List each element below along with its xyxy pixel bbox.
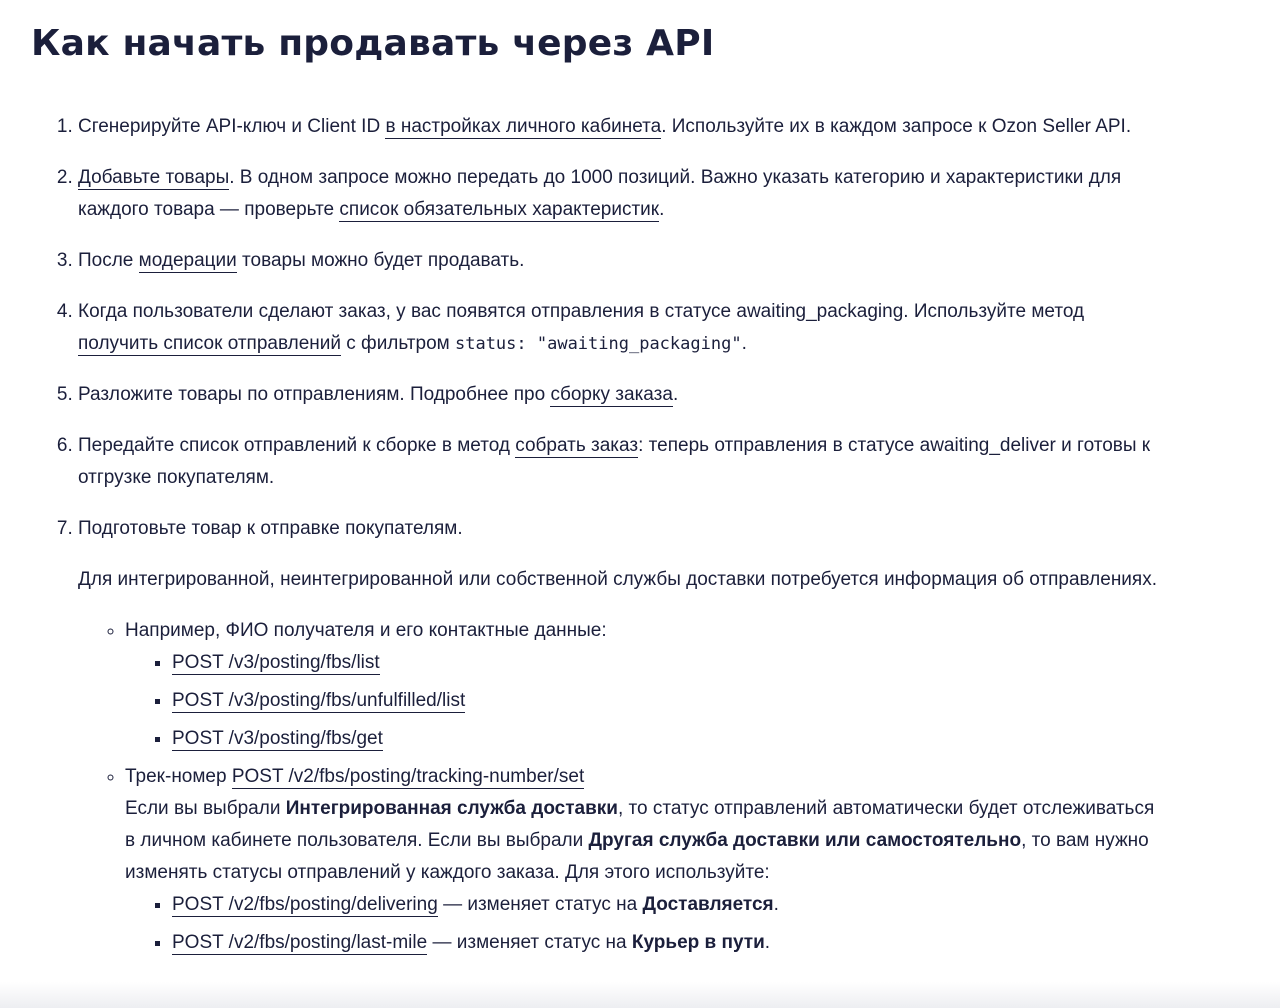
bottom-fade xyxy=(0,982,1280,1008)
status-endpoint-list xyxy=(125,889,1168,959)
step-7 xyxy=(78,513,1168,959)
step-text: . В одном запросе можно передать до 1000 позиций. Важно указать категорию и характеристики для каждого товара — проверьте xyxy=(78,167,1122,220)
endpoint-list xyxy=(125,647,1168,755)
endpoint-link[interactable]: POST /v3/posting/fbs/list xyxy=(172,652,380,673)
list-item xyxy=(172,927,1168,959)
status-filter-code: status: "awaiting_packaging" xyxy=(454,334,742,354)
step-3 xyxy=(78,245,1168,277)
account-settings-link[interactable]: в настройках личного кабинета xyxy=(385,116,662,137)
list-item xyxy=(172,647,1168,679)
delivery-info-paragraph: Для интегрированной, неинтегрированной или собственной службы доставки потребуется информация об отправлениях. xyxy=(78,569,1157,590)
ship-order-link[interactable]: собрать заказ xyxy=(515,435,639,456)
endpoint-link[interactable]: POST /v2/fbs/posting/delivering xyxy=(172,894,438,915)
step-4 xyxy=(78,296,1168,360)
bold-text: Курьер в пути xyxy=(631,932,765,953)
step-text: . Используйте их в каждом запросе к Ozon Seller API. xyxy=(661,116,1132,137)
add-products-link[interactable]: Добавьте товары xyxy=(78,167,230,188)
moderation-link[interactable]: модерации xyxy=(138,250,237,271)
step-text: Разложите товары по отправлениям. Подробнее про xyxy=(78,384,551,405)
endpoint-link[interactable]: POST /v3/posting/fbs/unfulfilled/list xyxy=(172,690,466,711)
list-item xyxy=(172,889,1168,921)
list-item-text: Например, ФИО получателя и его контактные данные: xyxy=(125,620,607,641)
step-text: Подготовьте товар к отправке покупателям. xyxy=(78,518,463,539)
step-2 xyxy=(78,162,1168,226)
endpoint-link[interactable]: POST /v3/posting/fbs/get xyxy=(172,728,383,749)
step-1 xyxy=(78,111,1168,143)
list-item xyxy=(125,615,1168,755)
endpoint-link[interactable]: POST /v2/fbs/posting/last-mile xyxy=(172,932,428,953)
list-item xyxy=(172,723,1168,755)
steps-list xyxy=(78,111,1168,978)
list-item-text: , то статус отправлений автоматически будет отслеживаться в личном кабинете пользователя. Если вы выбрали xyxy=(125,798,1155,851)
step-text: . xyxy=(659,199,665,220)
step-5 xyxy=(78,379,1168,411)
step-text: : теперь отправления в статусе awaiting_deliver и готовы к отгрузке покупателям. xyxy=(78,435,1151,488)
page-title: Как начать продавать через API xyxy=(31,23,715,64)
step-text: . xyxy=(741,333,747,354)
bold-text: Другая служба доставки или самостоятельно xyxy=(588,830,1022,851)
step-text: Сгенерируйте API-ключ и Client ID xyxy=(78,116,386,137)
endpoint-link[interactable]: POST /v2/fbs/posting/tracking-number/set xyxy=(231,766,585,787)
bold-text: Доставляется xyxy=(642,894,774,915)
required-attributes-link[interactable]: список обязательных характеристик xyxy=(339,199,660,220)
step-text: Когда пользователи сделают заказ, у вас появятся отправления в статусе awaiting_packaging. Используйте метод xyxy=(78,301,1085,322)
step-text: Передайте список отправлений к сборке в метод xyxy=(78,435,516,456)
list-item-text: Если вы выбрали xyxy=(125,798,286,819)
list-item-text: — изменяет статус на xyxy=(427,932,632,953)
step-6 xyxy=(78,430,1168,494)
step-text: После xyxy=(78,250,139,271)
list-item xyxy=(172,685,1168,717)
order-assembly-link[interactable]: сборку заказа xyxy=(550,384,673,405)
list-item xyxy=(125,761,1168,959)
step-text: . xyxy=(672,384,679,405)
list-item-text: . xyxy=(773,894,779,915)
step-text: с фильтром xyxy=(341,333,455,354)
list-item-text: . xyxy=(764,932,771,953)
list-item-text: , то вам нужно изменять статусы отправлений у каждого заказа. Для этого используйте: xyxy=(125,830,1149,883)
step-text: товары можно будет продавать. xyxy=(236,250,525,271)
list-item-text: Трек-номер xyxy=(125,766,232,787)
postings-list-link[interactable]: получить список отправлений xyxy=(78,333,341,354)
list-item-text: — изменяет статус на xyxy=(437,894,643,915)
bold-text: Интегрированная служба доставки xyxy=(285,798,618,819)
delivery-info-list xyxy=(78,615,1168,959)
